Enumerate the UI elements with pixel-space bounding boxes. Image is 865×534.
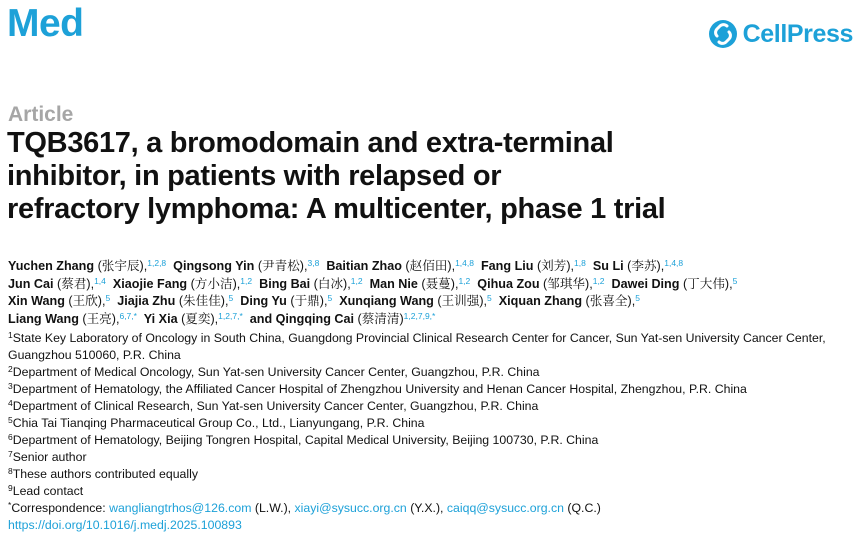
- author-affil-sup[interactable]: 1,2,7,9,*: [403, 310, 436, 321]
- author-name-zh: (张喜全),: [585, 294, 636, 308]
- author[interactable]: [477, 277, 604, 291]
- author-affil-sup[interactable]: 5: [105, 293, 111, 303]
- author-affil-sup[interactable]: 1,4,8: [455, 258, 474, 268]
- author-name-zh: (朱佳佳),: [178, 294, 229, 308]
- author-name-zh: (丁大伟),: [682, 276, 733, 291]
- affiliation-text: Department of Hematology, the Affiliated Cancer Hospital of Zhengzhou University and Henan Cancer Hospital, Zhengzhou, P.R. China: [12, 382, 747, 396]
- author[interactable]: [326, 259, 474, 273]
- author-affil-sup[interactable]: 5: [327, 293, 333, 303]
- author-name-zh: (王亮),: [82, 311, 120, 326]
- affiliation-text: Lead contact: [12, 484, 84, 498]
- title-line: TQB3617, a bromodomain and extra-terminal: [7, 127, 614, 159]
- author-affil-sup[interactable]: 1,8: [574, 258, 586, 268]
- author[interactable]: [8, 259, 166, 273]
- correspondence: [8, 500, 860, 517]
- author-affil-sup[interactable]: 1,2: [458, 275, 471, 286]
- author[interactable]: [481, 259, 586, 273]
- affiliation-number: 8: [8, 466, 13, 476]
- author-name-zh: (蔡清清): [357, 311, 404, 326]
- author-affil-sup[interactable]: 1,2: [350, 275, 363, 286]
- email-link[interactable]: xiayi@sysucc.org.cn: [294, 501, 407, 515]
- publisher-logo[interactable]: [708, 16, 853, 52]
- author[interactable]: [117, 294, 233, 308]
- affiliation-text: Department of Hematology, Beijing Tongren Hospital, Capital Medical University, Beijing 100730, P.R. China: [12, 433, 599, 447]
- author[interactable]: [499, 294, 640, 308]
- author-name: Ding Yu: [240, 294, 287, 308]
- affiliation: [8, 364, 860, 381]
- author[interactable]: [250, 312, 436, 326]
- correspondence-marker: *: [8, 500, 12, 510]
- author-affil-sup[interactable]: 1,4: [94, 275, 106, 286]
- email-initials: (Q.C.): [567, 501, 601, 515]
- author-line: [8, 276, 860, 294]
- email-link[interactable]: wangliangtrhos@126.com: [109, 501, 252, 515]
- author-name: Xiaojie Fang: [112, 276, 188, 291]
- author-line: [8, 293, 860, 311]
- author-name: Fang Liu: [480, 259, 534, 273]
- author-name-zh: (聂蔓),: [421, 276, 459, 291]
- author-name: Qingsong Yin: [173, 259, 255, 273]
- author-name: Yi Xia: [143, 311, 178, 326]
- author-list: [8, 258, 860, 328]
- author-affil-sup[interactable]: 1,4,8: [664, 258, 684, 268]
- author-affil-sup[interactable]: 5: [635, 293, 640, 303]
- doi-line: [8, 517, 860, 534]
- author-name: Jiajia Zhu: [117, 294, 176, 308]
- author-name-zh: (夏奕),: [181, 311, 219, 326]
- author-affil-sup[interactable]: 5: [732, 275, 738, 286]
- author-affil-sup[interactable]: 5: [487, 293, 492, 303]
- publisher-name: CellPress: [742, 19, 853, 48]
- affiliation-list: [8, 330, 860, 534]
- journal-name: Med: [7, 2, 84, 45]
- author-name-zh: (于鼎),: [290, 294, 328, 308]
- author-name: Xunqiang Wang: [339, 294, 434, 308]
- title-line: refractory lymphoma: A multicenter, phase 1 trial: [7, 193, 666, 225]
- author-name: Xiquan Zhang: [498, 294, 583, 308]
- author-affil-sup[interactable]: 1,2,8: [147, 258, 167, 268]
- author-name-zh: (蔡君),: [57, 276, 95, 291]
- author-name-zh: (刘芳),: [536, 259, 575, 273]
- affiliation-number: 5: [8, 415, 13, 425]
- author-line: [8, 258, 860, 276]
- author[interactable]: [173, 259, 319, 273]
- author-name: Xin Wang: [8, 294, 65, 308]
- affiliation-text: Department of Clinical Research, Sun Yat-sen University Cancer Center, Guangzhou, P.R. China: [12, 399, 539, 413]
- email-initials: (Y.X.),: [410, 501, 444, 515]
- affiliation: [8, 466, 860, 483]
- author-name-zh: (张宇辰),: [97, 259, 148, 273]
- author-affil-sup[interactable]: 1,2: [592, 275, 605, 286]
- affiliation-text: Chia Tai Tianqing Pharmaceutical Group Co., Ltd., Lianyungang, P.R. China: [12, 416, 425, 430]
- author-name-zh: (王欣),: [68, 294, 106, 308]
- author-name: Bing Bai: [259, 276, 311, 291]
- affiliation-number: 9: [8, 483, 13, 493]
- author[interactable]: [259, 277, 362, 291]
- affiliation-number: 2: [8, 364, 13, 374]
- author-name-zh: (赵佰田),: [405, 259, 456, 273]
- author-name-zh: (白冰),: [313, 276, 351, 291]
- author-name-zh: (尹青松),: [257, 259, 308, 273]
- cellpress-logo-icon: [708, 19, 738, 49]
- email-initials: (L.W.),: [254, 501, 292, 515]
- affiliation-number: 6: [8, 432, 13, 442]
- affiliation: [8, 398, 860, 415]
- author[interactable]: [240, 294, 332, 308]
- correspondence-label: Correspondence:: [11, 501, 106, 515]
- affiliation-number: 3: [8, 381, 13, 391]
- affiliation: [8, 415, 860, 432]
- author[interactable]: [144, 312, 243, 326]
- affiliation-number: 7: [8, 449, 13, 459]
- author-name: and Qingqing Cai: [249, 311, 354, 326]
- article-title: [7, 127, 857, 226]
- author-affil-sup[interactable]: 6,7,*: [119, 310, 137, 321]
- author-name-zh: (李苏),: [627, 259, 665, 273]
- author-affil-sup[interactable]: 1,2,7,*: [218, 310, 243, 321]
- affiliation-text: State Key Laboratory of Oncology in South China, Guangdong Provincial Clinical Research Center for Cancer, Sun Yat-sen University Cancer Center, Guangzhou 510060, P.R. China: [8, 331, 826, 362]
- author[interactable]: [339, 294, 492, 308]
- affiliation: [8, 330, 860, 364]
- affiliation: [8, 432, 860, 449]
- author-name: Liang Wang: [8, 311, 79, 326]
- author-name: Jun Cai: [8, 276, 54, 291]
- author-line: [8, 311, 860, 329]
- author[interactable]: [8, 312, 137, 326]
- author-affil-sup[interactable]: 1,2: [240, 275, 253, 286]
- author[interactable]: [593, 259, 683, 273]
- email-link[interactable]: caiqq@sysucc.org.cn: [446, 501, 564, 515]
- affiliation: [8, 449, 860, 466]
- author[interactable]: [8, 294, 110, 308]
- doi-link[interactable]: https://doi.org/10.1016/j.medj.2025.100893: [8, 518, 242, 532]
- author[interactable]: [113, 277, 252, 291]
- author-name: Su Li: [592, 259, 624, 273]
- affiliation: [8, 483, 860, 500]
- affiliation-text: Department of Medical Oncology, Sun Yat-sen University Cancer Center, Guangzhou, P.R. China: [12, 365, 540, 379]
- author-name: Baitian Zhao: [326, 259, 402, 273]
- author-name: Yuchen Zhang: [8, 259, 95, 273]
- affiliation-text: These authors contributed equally: [12, 467, 198, 481]
- author-affil-sup[interactable]: 3,8: [307, 258, 320, 268]
- author-name: Dawei Ding: [611, 276, 680, 291]
- article-type-label: Article: [8, 103, 74, 126]
- affiliation-number: 1: [8, 330, 13, 340]
- author[interactable]: [612, 277, 738, 291]
- author-name-zh: (邹琪华),: [543, 276, 593, 291]
- author-name-zh: (王训强),: [437, 294, 488, 308]
- title-line: inhibitor, in patients with relapsed or: [7, 160, 502, 192]
- author-name: Qihua Zou: [477, 276, 540, 291]
- affiliation: [8, 381, 860, 398]
- author[interactable]: [8, 277, 106, 291]
- author[interactable]: [370, 277, 471, 291]
- author-name-zh: (方小洁),: [190, 276, 241, 291]
- author-affil-sup[interactable]: 5: [228, 293, 234, 303]
- affiliation-text: Senior author: [12, 450, 87, 464]
- author-name: Man Nie: [369, 276, 418, 291]
- affiliation-number: 4: [8, 398, 13, 408]
